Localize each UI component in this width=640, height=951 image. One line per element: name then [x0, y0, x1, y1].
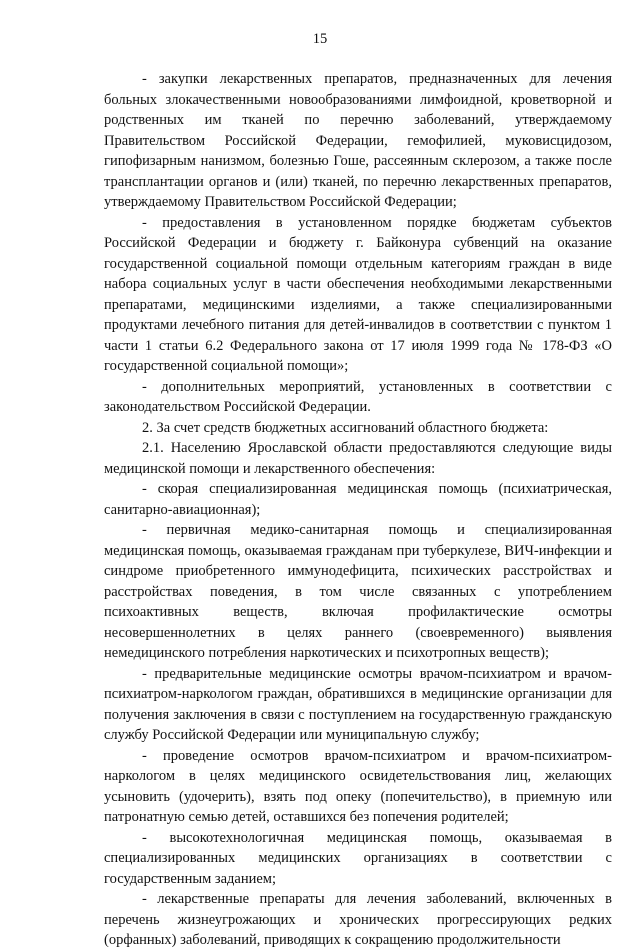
paragraph-medicines-procurement: - закупки лекарственных препаратов, предназначенных для лечения больных злокачественными новообразованиями лимфоидной, кроветворной и родственных им тканей по перечню заболеваний, утверждаемому Правительством Российской Федерации, гемофилией, муковисцидозом, гипофизарным нанизмом, болезнью Гоше, рассеянным склерозом, а также после трансплантации органов и (или) тканей, по перечню лекарственных препаратов, утверждаемому Правительством Российской Федерации;: [104, 71, 612, 210]
document-body: [104, 69, 612, 951]
page-number: 15: [312, 31, 328, 47]
paragraph-emergency-care: - скорая специализированная медицинская помощь (психиатрическая, санитарно-авиационная);: [104, 481, 612, 518]
paragraph-high-tech-care: - высокотехнологичная медицинская помощь, оказываемая в специализированных медицинских организациях в соответствии с государственным заданием;: [104, 829, 612, 887]
paragraph-primary-care: - первичная медико-санитарная помощь и специализированная медицинская помощь, оказываемая гражданам при туберкулезе, ВИЧ-инфекции и синдроме приобретенного иммунодефицита, психических расстройствах и расстройствах поведения, в том числе связанных с употреблением психоактивных веществ, включая профилактические осмотры несовершеннолетних в целях раннего (своевременного) выявления немедицинского потребления наркотических и психотропных веществ);: [104, 522, 612, 661]
paragraph-preliminary-exams: - предварительные медицинские осмотры врачом-психиатром и врачом-психиатром-наркологом граждан, обратившихся в медицинские организации для получения заключения в связи с поступлением на государственную гражданскую службу Российской Федерации или муниципальную службу;: [104, 665, 612, 743]
paragraph-additional-measures: - дополнительных мероприятий, установленных в соответствии с законодательством Российской Федерации.: [104, 378, 612, 415]
paragraph-care-types: 2.1. Населению Ярославской области предоставляются следующие виды медицинской помощи и лекарственного обеспечения:: [104, 440, 612, 477]
paragraph-adoption-exams: - проведение осмотров врачом-психиатром и врачом-психиатром-наркологом в целях медицинского освидетельствования лиц, желающих усыновить (удочерить), взять под опеку (попечительство), в приемную или патронатную семью детей, оставшихся без попечения родителей;: [104, 747, 612, 825]
paragraph-regional-budget: 2. За счет средств бюджетных ассигнований областного бюджета:: [142, 419, 549, 436]
paragraph-subventions: - предоставления в установленном порядке бюджетам субъектов Российской Федерации и бюджету г. Байконура субвенций на оказание государственной социальной помощи отдельным категориям граждан в виде набора социальных услуг в части обеспечения необходимыми лекарственными препаратами, медицинскими изделиями, а также специализированными продуктами лечебного питания для детей-инвалидов в соответствии с пунктом 1 части 1 статьи 6.2 Федерального закона от 17 июля 1999 года № 178-ФЗ «О государственной социальной помощи»;: [104, 214, 612, 374]
paragraph-orphan-drugs: - лекарственные препараты для лечения заболеваний, включенных в перечень жизнеугрожающих и хронических прогрессирующих редких (орфанных) заболеваний, приводящих к сокращению продолжительности: [104, 891, 612, 948]
